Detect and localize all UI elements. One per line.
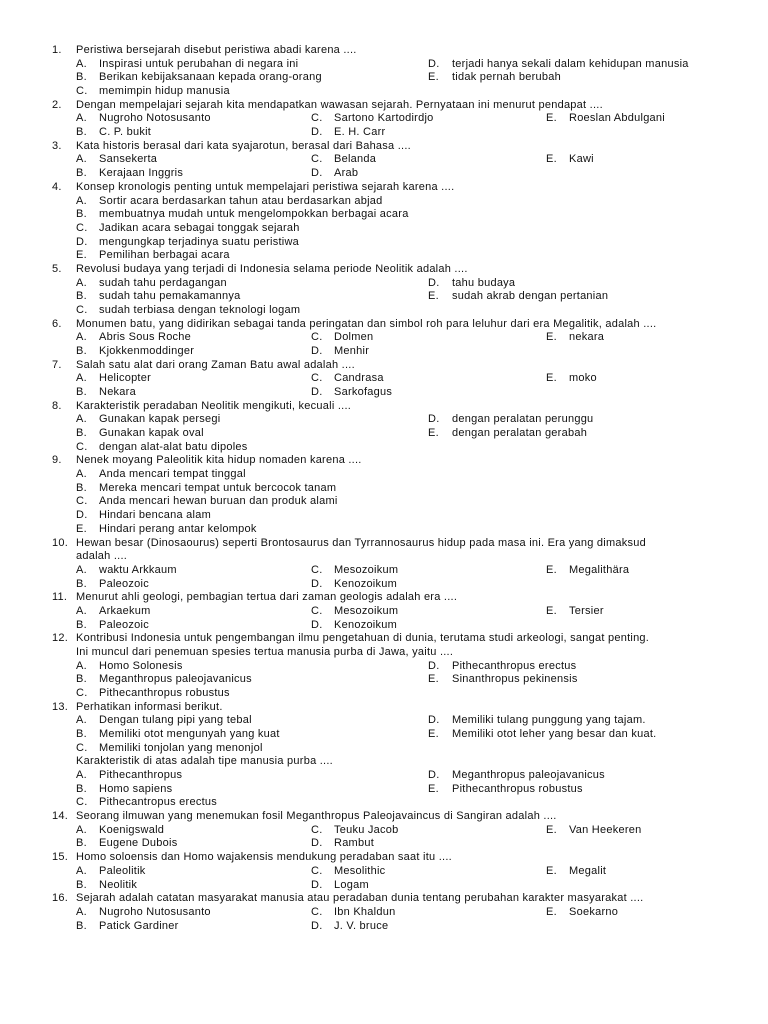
option-letter: A. <box>76 864 87 877</box>
option-letter: A. <box>76 153 87 166</box>
question-stem-line <box>0 700 768 714</box>
option-text: Memiliki otot leher yang besar dan kuat. <box>452 728 657 740</box>
option-letter: D. <box>311 919 323 932</box>
options-row <box>0 864 768 878</box>
option-letter: D. <box>311 386 323 398</box>
option-text: Mereka mencari tempat untuk bercocok tanam <box>99 481 337 494</box>
option-letter: B. <box>76 208 87 221</box>
question-text: Seorang ilmuwan yang menemukan fosil Meganthropus Paleojavaincus di Sangiran adalah .... <box>76 810 557 823</box>
options-row <box>0 371 768 385</box>
options-row <box>0 125 768 139</box>
option-letter: D. <box>428 659 440 672</box>
option-text: waktu Arkkaum <box>99 563 177 576</box>
option-text: Eugene Dubois <box>99 837 178 850</box>
question-stem-line <box>0 809 768 823</box>
option-text: Meganthropus paleojavanicus <box>99 673 252 686</box>
option-text: Ibn Khaldun <box>334 905 396 918</box>
option-text: Candrasa <box>334 372 384 385</box>
options-row <box>0 905 768 919</box>
option-letter: C. <box>311 563 323 576</box>
options-row <box>0 207 768 221</box>
option-letter: D. <box>76 509 88 522</box>
options-row <box>0 618 768 632</box>
option-letter: D. <box>428 769 440 781</box>
option-text: Kerajaan Inggris <box>99 167 184 180</box>
option-text: Anda mencari hewan buruan dan produk alami <box>99 495 338 508</box>
options-row <box>0 494 768 508</box>
option-letter: B. <box>76 481 87 494</box>
question-stem-line <box>0 754 768 768</box>
options-row <box>0 686 768 700</box>
option-text: memimpin hidup manusia <box>99 85 230 97</box>
option-text: Patick Gardiner <box>99 919 179 932</box>
options-row <box>0 741 768 755</box>
option-text: Paleozoic <box>99 577 149 590</box>
question-stem-line <box>0 631 768 645</box>
option-letter: E. <box>428 728 439 740</box>
options-row <box>0 768 768 782</box>
option-text: Nugroho Nutosusanto <box>99 905 211 918</box>
option-letter: A. <box>76 468 87 481</box>
question-number: 13. <box>52 700 69 713</box>
options-row <box>0 426 768 440</box>
option-letter: B. <box>76 919 87 932</box>
options-row <box>0 782 768 796</box>
option-letter: B. <box>76 577 87 590</box>
option-text: Paleozoic <box>99 618 149 631</box>
question-text: Peristiwa bersejarah disebut peristiwa abadi karena .... <box>76 44 357 56</box>
option-text: Rambut <box>334 837 375 850</box>
option-letter: D. <box>428 57 440 70</box>
option-text: Helicopter <box>99 372 152 385</box>
question-stem-line <box>0 358 768 372</box>
options-row <box>0 604 768 618</box>
option-letter: E. <box>76 249 87 262</box>
question-stem-line <box>0 536 768 550</box>
option-text: J. V. bruce <box>334 919 389 932</box>
option-text: Meganthropus paleojavanicus <box>452 769 605 781</box>
question-text: Kata historis berasal dari kata syajarotun, berasal dari Bahasa .... <box>76 139 411 152</box>
question-text: Hewan besar (Dinosaourus) seperti Brontosaurus dan Tyrrannosaurus hidup pada masa ini. Era yang dimaksud <box>76 536 646 549</box>
option-text: Mesozoikum <box>334 604 399 617</box>
option-letter: C. <box>311 112 323 125</box>
option-text: Sarkofagus <box>334 386 393 398</box>
question-number: 14. <box>52 810 69 823</box>
option-letter: A. <box>76 714 87 727</box>
options-row <box>0 672 768 686</box>
option-text: sudah terbiasa dengan teknologi logam <box>99 303 301 316</box>
option-letter: E. <box>546 153 557 166</box>
options-row <box>0 713 768 727</box>
option-text: Logam <box>334 878 369 891</box>
option-text: Pemilihan berbagai acara <box>99 249 230 262</box>
options-row <box>0 727 768 741</box>
options-row <box>0 919 768 933</box>
options-row <box>0 111 768 125</box>
question-number: 2. <box>52 98 62 111</box>
option-letter: D. <box>311 618 323 631</box>
question-number: 9. <box>52 454 62 467</box>
options-row <box>0 563 768 577</box>
question-text: Salah satu alat dari orang Zaman Batu awal adalah .... <box>76 358 355 371</box>
options-row <box>0 57 768 71</box>
option-text: Pithecanthropus robustus <box>99 687 230 699</box>
option-letter: B. <box>76 618 87 631</box>
option-text: E. H. Carr <box>334 126 386 139</box>
option-letter: E. <box>546 604 557 617</box>
option-text: Homo sapiens <box>99 782 173 795</box>
option-letter: D. <box>311 126 323 139</box>
option-text: tahu budaya <box>452 276 516 289</box>
option-letter: D. <box>76 235 88 248</box>
options-row <box>0 235 768 249</box>
option-letter: B. <box>76 71 87 84</box>
options-row <box>0 194 768 208</box>
option-text: Inspirasi untuk perubahan di negara ini <box>99 57 299 70</box>
option-text: Menhir <box>334 345 370 357</box>
option-text: Pithecanthropus erectus <box>452 659 577 672</box>
question-text: Karakteristik peradaban Neolitik mengikuti, kecuali .... <box>76 399 352 412</box>
option-letter: E. <box>428 290 439 303</box>
options-row <box>0 577 768 591</box>
option-text: moko <box>569 372 597 385</box>
option-letter: D. <box>311 837 323 850</box>
option-text: nekara <box>569 331 605 344</box>
question-stem-line <box>0 139 768 153</box>
option-letter: B. <box>76 345 87 357</box>
option-letter: C. <box>76 440 88 453</box>
option-letter: A. <box>76 905 87 918</box>
option-letter: C. <box>76 687 88 699</box>
option-letter: B. <box>76 427 87 439</box>
options-row <box>0 221 768 235</box>
question-stem-line <box>0 43 768 57</box>
option-text: Sartono Kartodirdjo <box>334 112 434 125</box>
option-letter: C. <box>311 905 323 918</box>
option-letter: E. <box>76 522 87 535</box>
option-text: dengan peralatan perunggu <box>452 413 594 426</box>
option-letter: C. <box>311 823 323 836</box>
option-letter: A. <box>76 112 87 125</box>
options-row <box>0 344 768 358</box>
option-text: Berikan kebijaksanaan kepada orang-orang <box>99 71 322 84</box>
options-row <box>0 248 768 262</box>
question-stem-line <box>0 891 768 905</box>
question-text: Dengan mempelajari sejarah kita mendapatkan wawasan sejarah. Pernyataan ini menurut pendapat .... <box>76 98 603 111</box>
option-letter: B. <box>76 386 87 398</box>
option-letter: B. <box>76 126 87 139</box>
option-text: C. P. bukit <box>99 126 152 139</box>
option-text: Belanda <box>334 153 377 166</box>
option-letter: A. <box>76 372 87 385</box>
option-letter: D. <box>428 714 440 727</box>
question-stem-line <box>0 317 768 331</box>
option-text: Kjokkenmoddinger <box>99 345 195 357</box>
option-letter: D. <box>311 167 323 180</box>
option-letter: A. <box>76 823 87 836</box>
option-letter: C. <box>76 796 88 809</box>
option-letter: C. <box>311 331 323 344</box>
options-row <box>0 823 768 837</box>
option-text: Van Heekeren <box>569 823 642 836</box>
option-text: sudah tahu perdagangan <box>99 276 227 289</box>
question-number: 1. <box>52 44 62 56</box>
question-number: 4. <box>52 180 62 193</box>
question-stem-line <box>0 453 768 467</box>
options-row <box>0 303 768 317</box>
option-text: Megalit <box>569 864 607 877</box>
options-row <box>0 467 768 481</box>
options-row <box>0 289 768 303</box>
option-text: Abris Sous Roche <box>99 331 192 344</box>
question-text: Homo soloensis dan Homo wajakensis mendukung peradaban saat itu .... <box>76 851 452 864</box>
options-row <box>0 412 768 426</box>
question-stem-line <box>0 399 768 413</box>
options-row <box>0 836 768 850</box>
question-stem-line <box>0 98 768 112</box>
option-letter: A. <box>76 659 87 672</box>
options-row <box>0 481 768 495</box>
option-text: Pithecanthropus <box>99 769 183 781</box>
option-letter: E. <box>428 427 439 439</box>
option-text: Pithecantropus erectus <box>99 796 218 809</box>
option-letter: C. <box>311 372 323 385</box>
option-letter: A. <box>76 276 87 289</box>
option-text: dengan peralatan gerabah <box>452 427 588 439</box>
question-text: Monumen batu, yang didirikan sebagai tanda peringatan dan simbol roh para leluhur dari era Megalitik, adalah .... <box>76 317 657 330</box>
option-text: Dengan tulang pipi yang tebal <box>99 714 252 727</box>
option-letter: A. <box>76 194 87 207</box>
option-text: Megalithära <box>569 563 630 576</box>
question-number: 12. <box>52 632 69 645</box>
option-letter: B. <box>76 837 87 850</box>
option-letter: A. <box>76 413 87 426</box>
question-text: Konsep kronologis penting untuk mempelajari peristiwa sejarah karena .... <box>76 180 455 193</box>
option-text: Memiliki tulang punggung yang tajam. <box>452 714 646 727</box>
option-letter: B. <box>76 290 87 303</box>
option-text: Hindari bencana alam <box>99 509 212 522</box>
question-number: 5. <box>52 262 62 275</box>
options-row <box>0 795 768 809</box>
question-number: 8. <box>52 399 62 412</box>
option-letter: C. <box>76 303 88 316</box>
option-text: Tersier <box>569 604 604 617</box>
option-letter: C. <box>76 741 88 754</box>
options-row <box>0 84 768 98</box>
option-letter: C. <box>311 604 323 617</box>
question-text: Karakteristik di atas adalah tipe manusia purba .... <box>76 755 333 768</box>
option-text: Neolitik <box>99 878 138 891</box>
options-row <box>0 166 768 180</box>
option-letter: A. <box>76 563 87 576</box>
option-text: terjadi hanya sekali dalam kehidupan manusia <box>452 57 689 70</box>
option-text: Gunakan kapak oval <box>99 427 204 439</box>
question-number: 10. <box>52 536 69 549</box>
option-text: Dolmen <box>334 331 374 344</box>
option-text: Homo Solonesis <box>99 659 183 672</box>
question-stem-line <box>0 262 768 276</box>
option-letter: B. <box>76 673 87 686</box>
option-text: Paleolitik <box>99 864 146 877</box>
question-stem-line <box>0 590 768 604</box>
option-letter: D. <box>428 413 440 426</box>
option-text: Koenigswald <box>99 823 165 836</box>
option-letter: C. <box>76 85 88 97</box>
option-text: Arab <box>334 167 359 180</box>
options-row <box>0 659 768 673</box>
options-row <box>0 385 768 399</box>
option-text: dengan alat-alat batu dipoles <box>99 440 248 453</box>
option-letter: D. <box>428 276 440 289</box>
question-number: 16. <box>52 892 69 905</box>
option-text: Mesozoikum <box>334 563 399 576</box>
options-row <box>0 70 768 84</box>
question-text: Sejarah adalah catatan masyarakat manusia atau peradaban dunia tentang perubahan karakter masyarakat .... <box>76 892 644 905</box>
option-letter: E. <box>428 673 439 686</box>
option-text: Sinanthropus pekinensis <box>452 673 578 686</box>
option-text: Kawi <box>569 153 594 166</box>
question-number: 11. <box>52 591 68 604</box>
question-number: 3. <box>52 139 62 152</box>
option-text: mengungkap terjadinya suatu peristiwa <box>99 235 300 248</box>
question-stem-line <box>0 850 768 864</box>
option-letter: E. <box>546 823 557 836</box>
option-text: Arkaekum <box>99 604 151 617</box>
option-text: sudah akrab dengan pertanian <box>452 290 609 303</box>
option-text: membuatnya mudah untuk mengelompokkan berbagai acara <box>99 208 409 221</box>
option-letter: B. <box>76 167 87 180</box>
option-text: Gunakan kapak persegi <box>99 413 221 426</box>
option-text: Mesolithic <box>334 864 386 877</box>
question-number: 15. <box>52 851 69 864</box>
question-text: adalah .... <box>76 550 128 563</box>
option-letter: A. <box>76 769 87 781</box>
option-letter: D. <box>311 878 323 891</box>
question-stem-line <box>0 180 768 194</box>
option-letter: E. <box>546 331 557 344</box>
option-text: Soekarno <box>569 905 619 918</box>
options-row <box>0 276 768 290</box>
question-text: Ini muncul dari penemuan spesies tertua manusia purba di Jawa, yaitu .... <box>76 645 454 658</box>
option-letter: E. <box>546 112 557 125</box>
option-text: Jadikan acara sebagai tonggak sejarah <box>99 221 300 234</box>
option-letter: E. <box>546 372 557 385</box>
options-row <box>0 440 768 454</box>
option-text: Kenozoikum <box>334 577 398 590</box>
option-letter: A. <box>76 331 87 344</box>
question-text: Revolusi budaya yang terjadi di Indonesia selama periode Neolitik adalah .... <box>76 262 468 275</box>
option-text: Sortir acara berdasarkan tahun atau berdasarkan abjad <box>99 194 383 207</box>
option-letter: D. <box>311 345 323 357</box>
option-letter: D. <box>311 577 323 590</box>
option-text: Nekara <box>99 386 136 398</box>
option-letter: E. <box>546 563 557 576</box>
option-text: Pithecanthropus robustus <box>452 782 583 795</box>
option-letter: E. <box>546 864 557 877</box>
question-number: 7. <box>52 358 62 371</box>
option-letter: E. <box>428 71 439 84</box>
options-row <box>0 522 768 536</box>
question-number: 6. <box>52 317 62 330</box>
question-stem-line <box>0 645 768 659</box>
option-letter: C. <box>76 221 88 234</box>
question-text: Nenek moyang Paleolitik kita hidup nomaden karena .... <box>76 454 362 467</box>
option-letter: B. <box>76 728 87 740</box>
option-letter: E. <box>546 905 557 918</box>
options-row <box>0 152 768 166</box>
option-text: tidak pernah berubah <box>452 71 561 84</box>
options-row <box>0 508 768 522</box>
option-text: Sansekerta <box>99 153 158 166</box>
question-text: Perhatikan informasi berikut. <box>76 700 223 713</box>
question-text: Kontribusi Indonesia untuk pengembangan ilmu pengetahuan di dunia, terutama studi arkeologi, sangat penting. <box>76 632 650 645</box>
question-text: Menurut ahli geologi, pembagian tertua dari zaman geologis adalah era .... <box>76 591 458 604</box>
option-letter: A. <box>76 57 87 70</box>
option-letter: B. <box>76 782 87 795</box>
option-text: Memiliki tonjolan yang menonjol <box>99 741 263 754</box>
question-stem-line <box>0 549 768 563</box>
option-text: Roeslan Abdulgani <box>569 112 665 125</box>
options-row <box>0 878 768 892</box>
option-text: Nugroho Notosusanto <box>99 112 211 125</box>
options-row <box>0 330 768 344</box>
option-letter: C. <box>76 495 88 508</box>
option-text: Anda mencari tempat tinggal <box>99 468 246 481</box>
option-text: sudah tahu pemakamannya <box>99 290 241 303</box>
option-letter: A. <box>76 604 87 617</box>
option-text: Hindari perang antar kelompok <box>99 522 257 535</box>
option-letter: C. <box>311 864 323 877</box>
option-letter: B. <box>76 878 87 891</box>
option-text: Memiliki otot mengunyah yang kuat <box>99 728 280 740</box>
option-text: Teuku Jacob <box>334 823 399 836</box>
option-letter: E. <box>428 782 439 795</box>
option-text: Kenozoikum <box>334 618 398 631</box>
option-letter: C. <box>311 153 323 166</box>
